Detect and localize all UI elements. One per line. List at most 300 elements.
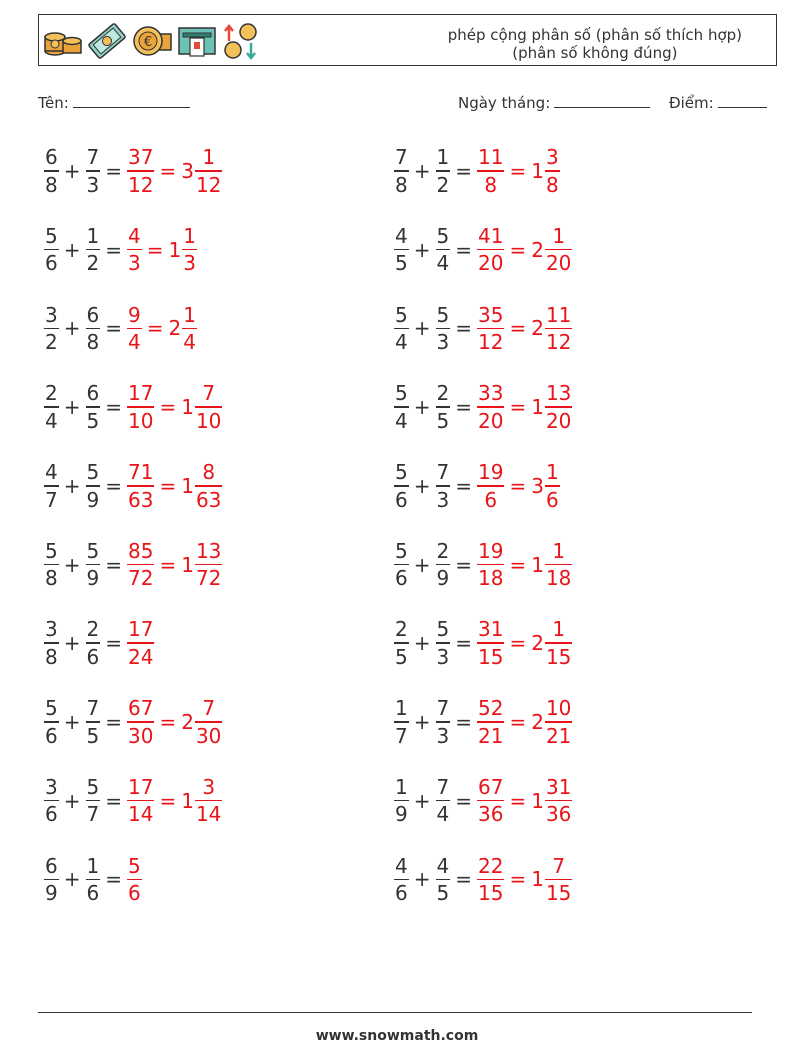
equals-sign: = — [455, 237, 472, 262]
numerator: 7 — [552, 853, 566, 878]
mixed-fraction — [182, 224, 197, 276]
equals-sign: = — [105, 709, 122, 734]
equals-sign: = — [105, 552, 122, 577]
mixed-whole: 1 — [181, 395, 194, 420]
addend-b — [436, 775, 451, 827]
equals-sign-answer: = — [509, 867, 527, 892]
atm-card-icon — [177, 24, 217, 58]
plus-sign: + — [63, 867, 81, 892]
title-line-1: phép cộng phân số (phân số thích hợp) — [447, 26, 742, 44]
mixed-fraction — [195, 696, 222, 748]
equals-sign-answer: = — [509, 159, 527, 183]
denominator: 4 — [128, 330, 141, 355]
numerator: 71 — [128, 460, 154, 485]
denominator: 7 — [45, 487, 58, 512]
numerator: 67 — [128, 696, 154, 721]
numerator: 5 — [395, 302, 408, 327]
mixed-fraction — [545, 460, 560, 512]
numerator: 41 — [478, 223, 504, 248]
numerator: 4 — [128, 223, 141, 248]
denominator: 15 — [545, 881, 572, 906]
numerator: 1 — [202, 145, 216, 170]
mixed-fraction — [545, 303, 572, 355]
addend-a — [44, 539, 59, 591]
mixed-whole: 1 — [531, 395, 544, 420]
addend-a — [394, 854, 409, 906]
exchange-arrows-icon — [221, 21, 261, 61]
answer-improper — [477, 617, 504, 669]
denominator: 6 — [395, 881, 408, 906]
equals-sign-answer: = — [509, 552, 527, 577]
addend-a — [394, 303, 409, 355]
numerator: 52 — [478, 696, 504, 721]
numerator: 7 — [436, 460, 450, 485]
answer-improper — [477, 460, 504, 512]
denominator: 7 — [86, 802, 100, 827]
numerator: 11 — [478, 145, 504, 170]
numerator: 22 — [478, 853, 504, 878]
denominator: 15 — [478, 644, 504, 669]
equals-sign: = — [455, 788, 472, 813]
addend-b — [436, 145, 451, 197]
addend-b — [86, 696, 101, 748]
denominator: 8 — [484, 172, 498, 197]
equals-sign: = — [455, 316, 472, 341]
plus-sign: + — [63, 237, 81, 262]
date-label: Ngày tháng: — [458, 94, 551, 112]
denominator: 5 — [86, 408, 100, 433]
denominator: 8 — [45, 566, 58, 591]
problem-4 — [394, 219, 572, 281]
numerator: 1 — [183, 223, 196, 248]
equals-sign: = — [455, 395, 472, 420]
equals-sign-answer: = — [146, 316, 164, 341]
addend-a — [44, 696, 59, 748]
numerator: 7 — [436, 774, 450, 799]
mixed-fraction — [545, 224, 572, 276]
numerator: 13 — [195, 538, 222, 563]
numerator: 4 — [395, 853, 408, 878]
equals-sign-answer: = — [159, 473, 177, 498]
problem-20 — [394, 848, 572, 910]
addend-b — [86, 775, 101, 827]
answer-improper — [477, 381, 504, 433]
denominator: 30 — [128, 723, 154, 748]
numerator: 4 — [395, 223, 408, 248]
addend-a — [394, 539, 409, 591]
equals-sign: = — [455, 709, 472, 734]
equals-sign: = — [105, 237, 122, 262]
denominator: 5 — [436, 881, 450, 906]
denominator: 18 — [478, 566, 504, 591]
addend-a — [394, 460, 409, 512]
denominator: 14 — [195, 802, 222, 827]
equals-sign-answer: = — [159, 709, 177, 734]
numerator: 7 — [202, 381, 216, 406]
addend-b — [436, 224, 451, 276]
addend-a — [44, 460, 59, 512]
worksheet-header — [38, 14, 777, 66]
mixed-whole: 2 — [531, 316, 544, 341]
denominator: 10 — [195, 408, 222, 433]
addend-a — [394, 696, 409, 748]
addend-b — [436, 854, 451, 906]
denominator: 12 — [545, 330, 572, 355]
answer-improper — [127, 696, 154, 748]
denominator: 3 — [436, 644, 450, 669]
answer-improper — [127, 145, 154, 197]
plus-sign: + — [63, 631, 81, 656]
equals-sign: = — [105, 316, 122, 341]
denominator: 30 — [195, 723, 222, 748]
problem-8 — [394, 376, 572, 438]
numerator: 85 — [128, 538, 154, 563]
plus-sign: + — [63, 473, 81, 498]
numerator: 5 — [436, 302, 450, 327]
coins-stack-icon — [43, 25, 83, 57]
answer-improper — [477, 854, 504, 906]
equals-sign-answer: = — [509, 316, 527, 341]
numerator: 31 — [545, 774, 572, 799]
equals-sign-answer: = — [159, 788, 177, 813]
denominator: 14 — [128, 802, 154, 827]
numerator: 11 — [545, 302, 572, 327]
plus-sign: + — [413, 395, 431, 420]
denominator: 20 — [545, 251, 572, 276]
mixed-whole: 2 — [531, 709, 544, 734]
denominator: 8 — [86, 330, 100, 355]
plus-sign: + — [413, 159, 431, 183]
answer-improper — [477, 775, 504, 827]
equals-sign: = — [455, 159, 472, 183]
numerator: 3 — [45, 774, 58, 799]
mixed-whole: 1 — [181, 552, 194, 577]
denominator: 6 — [45, 802, 58, 827]
numerator: 5 — [86, 774, 100, 799]
footer-url: www.snowmath.com — [315, 1028, 479, 1044]
equals-sign-answer: = — [509, 709, 527, 734]
denominator: 6 — [45, 723, 58, 748]
equals-sign-answer: = — [509, 473, 527, 498]
numerator: 2 — [395, 617, 408, 642]
date-field — [458, 93, 650, 112]
numerator: 5 — [45, 696, 58, 721]
denominator: 8 — [45, 172, 58, 197]
addend-b — [436, 381, 451, 433]
denominator: 9 — [436, 566, 450, 591]
name-blank[interactable] — [73, 93, 190, 108]
numerator: 1 — [552, 617, 566, 642]
numerator: 6 — [45, 853, 58, 878]
numerator: 9 — [128, 302, 141, 327]
addend-a — [44, 854, 59, 906]
problem-6 — [394, 297, 572, 359]
addend-b — [436, 696, 451, 748]
numerator: 3 — [202, 774, 216, 799]
answer-improper — [127, 539, 154, 591]
denominator: 8 — [45, 644, 58, 669]
denominator: 36 — [545, 802, 572, 827]
numerator: 2 — [436, 381, 450, 406]
mixed-fraction — [545, 854, 572, 906]
denominator: 9 — [395, 802, 408, 827]
numerator: 17 — [128, 381, 154, 406]
problem-7 — [44, 376, 222, 438]
numerator: 5 — [436, 617, 450, 642]
mixed-whole: 1 — [531, 788, 544, 813]
denominator: 24 — [128, 644, 154, 669]
numerator: 5 — [86, 460, 100, 485]
numerator: 7 — [86, 145, 100, 170]
denominator: 12 — [195, 172, 222, 197]
plus-sign: + — [413, 788, 431, 813]
equals-sign-answer: = — [509, 237, 527, 262]
denominator: 2 — [436, 172, 450, 197]
equals-sign: = — [105, 159, 122, 183]
denominator: 9 — [86, 566, 100, 591]
plus-sign: + — [413, 631, 431, 656]
numerator: 5 — [86, 538, 100, 563]
denominator: 7 — [395, 723, 408, 748]
worksheet-title — [448, 26, 742, 62]
numerator: 13 — [545, 381, 572, 406]
denominator: 3 — [436, 487, 450, 512]
numerator: 1 — [552, 538, 566, 563]
denominator: 3 — [436, 330, 450, 355]
denominator: 5 — [395, 251, 408, 276]
problem-1 — [44, 140, 222, 202]
denominator: 4 — [395, 408, 408, 433]
mixed-fraction — [545, 696, 572, 748]
mixed-fraction — [195, 539, 222, 591]
denominator: 36 — [478, 802, 504, 827]
mixed-whole: 1 — [181, 788, 194, 813]
answer-improper — [127, 303, 142, 355]
banknote-icon — [87, 23, 127, 59]
numerator: 7 — [436, 696, 450, 721]
denominator: 6 — [545, 487, 559, 512]
plus-sign: + — [63, 316, 81, 341]
addend-b — [436, 460, 451, 512]
mixed-fraction — [195, 145, 222, 197]
addend-a — [394, 224, 409, 276]
equals-sign: = — [455, 552, 472, 577]
numerator: 7 — [86, 696, 100, 721]
numerator: 33 — [478, 381, 504, 406]
denominator: 6 — [395, 566, 408, 591]
addend-b — [86, 224, 101, 276]
problem-16 — [394, 691, 572, 753]
equals-sign-answer: = — [159, 159, 177, 183]
answer-improper — [477, 145, 504, 197]
problem-17 — [44, 770, 222, 832]
score-label: Điểm: — [669, 94, 714, 112]
numerator: 2 — [436, 538, 450, 563]
numerator: 1 — [183, 302, 196, 327]
addend-a — [394, 145, 409, 197]
denominator: 6 — [395, 487, 408, 512]
mixed-fraction — [545, 775, 572, 827]
problem-2 — [394, 140, 560, 202]
problem-10 — [394, 455, 560, 517]
equals-sign: = — [455, 867, 472, 892]
denominator: 5 — [436, 408, 450, 433]
addend-a — [394, 381, 409, 433]
answer-improper — [127, 460, 154, 512]
denominator: 6 — [128, 881, 141, 906]
numerator: 6 — [86, 381, 100, 406]
equals-sign-answer: = — [159, 552, 177, 577]
mixed-fraction — [195, 460, 222, 512]
denominator: 12 — [478, 330, 504, 355]
addend-b — [86, 539, 101, 591]
equals-sign: = — [105, 867, 122, 892]
denominator: 4 — [395, 330, 408, 355]
equals-sign: = — [455, 473, 472, 498]
mixed-fraction — [195, 381, 222, 433]
addend-a — [394, 617, 409, 669]
name-field — [38, 93, 190, 112]
numerator: 5 — [395, 460, 408, 485]
equals-sign: = — [455, 631, 472, 656]
answer-improper — [127, 854, 142, 906]
addend-a — [44, 224, 59, 276]
equals-sign-answer: = — [146, 237, 164, 262]
numerator: 2 — [86, 617, 100, 642]
denominator: 15 — [478, 881, 504, 906]
plus-sign: + — [413, 552, 431, 577]
problem-5 — [44, 297, 197, 359]
addend-a — [394, 775, 409, 827]
numerator: 17 — [128, 774, 154, 799]
problem-15 — [44, 691, 222, 753]
denominator: 9 — [86, 487, 100, 512]
numerator: 6 — [45, 145, 58, 170]
mixed-fraction — [545, 539, 572, 591]
score-blank[interactable] — [718, 93, 767, 108]
denominator: 5 — [86, 723, 100, 748]
addend-a — [44, 145, 59, 197]
numerator: 67 — [478, 774, 504, 799]
addend-b — [86, 381, 101, 433]
numerator: 19 — [478, 538, 504, 563]
denominator: 20 — [478, 408, 504, 433]
equals-sign: = — [105, 788, 122, 813]
answer-improper — [477, 303, 504, 355]
mixed-whole: 2 — [531, 237, 544, 262]
numerator: 37 — [128, 145, 154, 170]
mixed-whole: 1 — [168, 237, 182, 262]
equals-sign-answer: = — [509, 631, 527, 656]
title-line-2: (phân số không đúng) — [512, 44, 678, 62]
denominator: 4 — [183, 330, 196, 355]
denominator: 4 — [45, 408, 58, 433]
footer-divider — [38, 1012, 752, 1013]
numerator: 31 — [478, 617, 504, 642]
numerator: 7 — [395, 145, 408, 170]
addend-b — [436, 539, 451, 591]
denominator: 18 — [545, 566, 572, 591]
denominator: 4 — [436, 802, 450, 827]
mixed-fraction — [545, 145, 560, 197]
numerator: 35 — [478, 302, 504, 327]
numerator: 3 — [545, 145, 559, 170]
denominator: 10 — [128, 408, 154, 433]
equals-sign-answer: = — [509, 788, 527, 813]
denominator: 12 — [128, 172, 154, 197]
answer-improper — [477, 224, 504, 276]
plus-sign: + — [413, 709, 431, 734]
mixed-fraction — [545, 381, 572, 433]
mixed-whole: 2 — [181, 709, 194, 734]
denominator: 4 — [436, 251, 450, 276]
denominator: 3 — [128, 251, 141, 276]
plus-sign: + — [63, 395, 81, 420]
plus-sign: + — [63, 788, 81, 813]
mixed-whole: 2 — [168, 316, 182, 341]
answer-improper — [477, 696, 504, 748]
addend-a — [44, 303, 59, 355]
answer-improper — [127, 617, 154, 669]
numerator: 1 — [395, 696, 408, 721]
denominator: 3 — [183, 251, 196, 276]
numerator: 5 — [128, 853, 141, 878]
addend-a — [44, 775, 59, 827]
problem-12 — [394, 534, 572, 596]
denominator: 5 — [395, 644, 408, 669]
answer-improper — [127, 775, 154, 827]
numerator: 5 — [395, 538, 408, 563]
numerator: 2 — [45, 381, 58, 406]
equals-sign-answer: = — [509, 395, 527, 420]
numerator: 1 — [86, 853, 100, 878]
plus-sign: + — [63, 709, 81, 734]
mixed-whole: 3 — [531, 473, 544, 498]
numerator: 1 — [552, 223, 566, 248]
mixed-fraction — [195, 775, 222, 827]
problem-3 — [44, 219, 197, 281]
equals-sign: = — [105, 395, 122, 420]
answer-improper — [477, 539, 504, 591]
denominator: 3 — [86, 172, 100, 197]
problem-14 — [394, 612, 572, 674]
equals-sign: = — [105, 631, 122, 656]
plus-sign: + — [413, 237, 431, 262]
plus-sign: + — [413, 316, 431, 341]
denominator: 2 — [86, 251, 100, 276]
score-field — [669, 93, 767, 112]
denominator: 20 — [478, 251, 504, 276]
problem-18 — [394, 770, 572, 832]
numerator: 3 — [45, 302, 58, 327]
mixed-whole: 3 — [181, 159, 194, 183]
denominator: 20 — [545, 408, 572, 433]
answer-improper — [127, 224, 142, 276]
addend-b — [436, 303, 451, 355]
problem-11 — [44, 534, 222, 596]
numerator: 4 — [45, 460, 58, 485]
plus-sign: + — [413, 473, 431, 498]
denominator: 6 — [45, 251, 58, 276]
numerator: 1 — [395, 774, 408, 799]
svg-text:€: € — [143, 35, 153, 50]
numerator: 1 — [545, 460, 559, 485]
date-blank[interactable] — [554, 93, 650, 108]
numerator: 5 — [436, 223, 450, 248]
denominator: 6 — [484, 487, 498, 512]
equals-sign-answer: = — [159, 395, 177, 420]
denominator: 3 — [436, 723, 450, 748]
